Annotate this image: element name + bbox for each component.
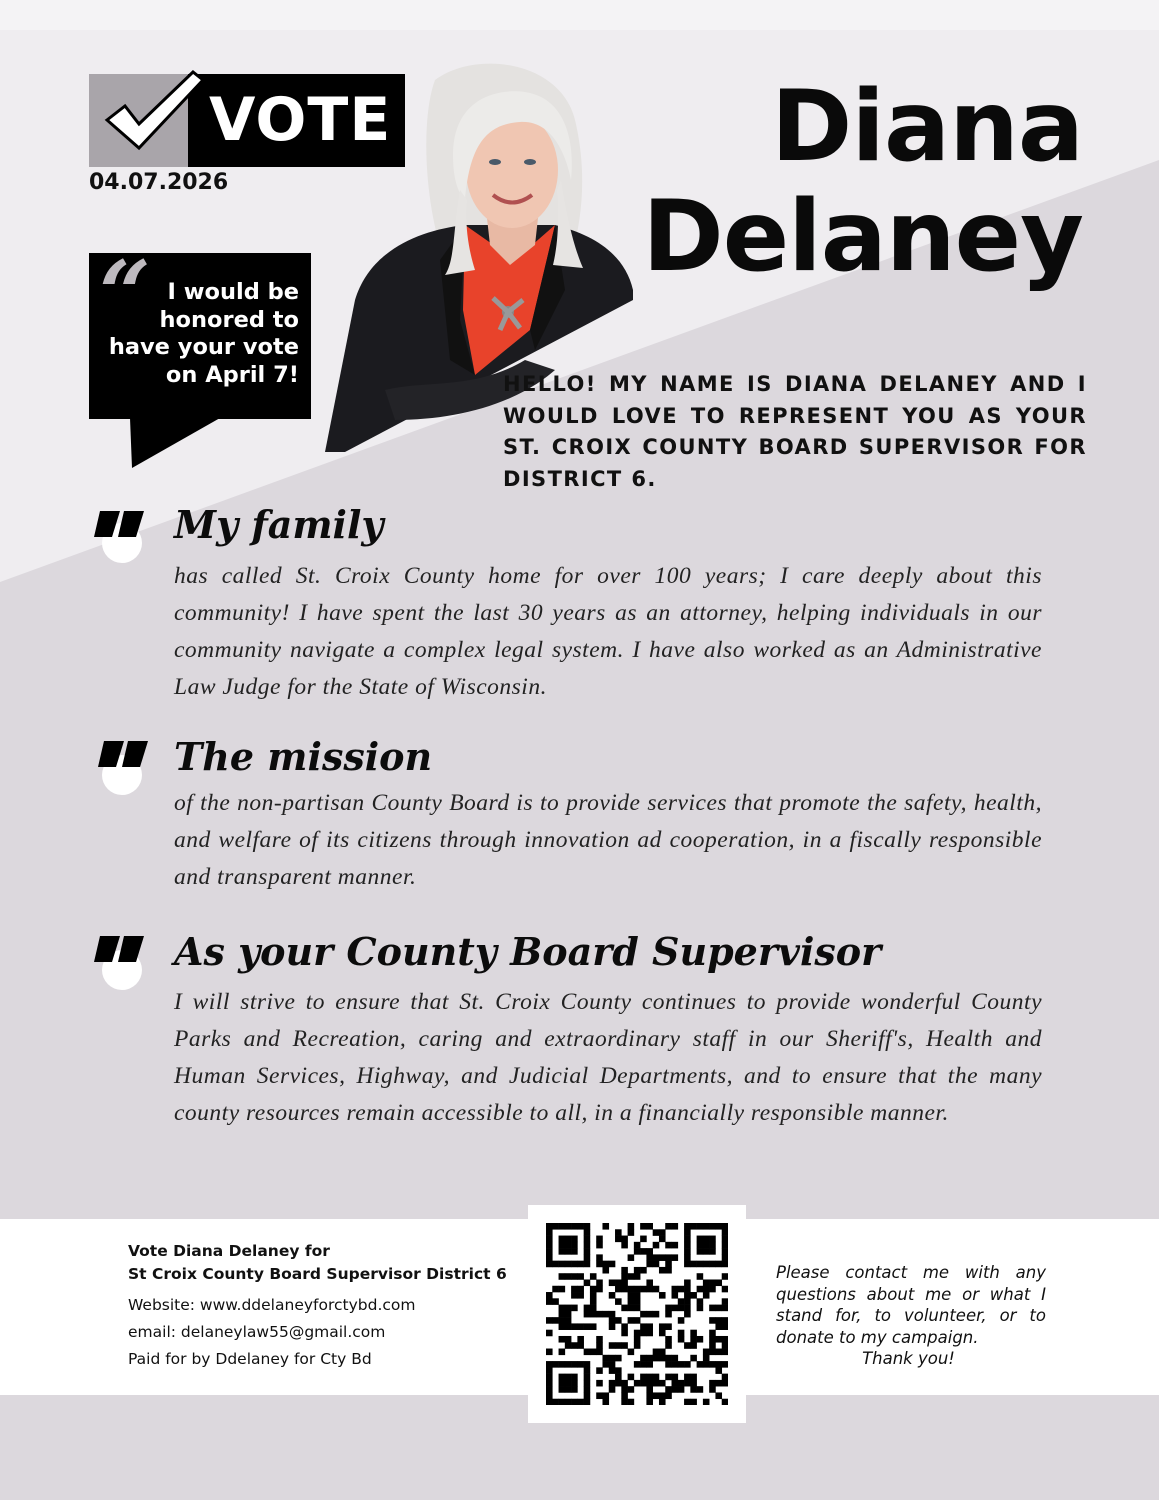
footer-contact-message — [776, 1262, 1046, 1370]
footer-contact-info — [128, 1240, 507, 1373]
section-body: of the non-partisan County Board is to provide services that promote the safety, health, and welfare of its citizens through innovation ad cooperation, in a fiscally responsible and transparent manner. — [174, 790, 1042, 890]
candidate-name — [642, 72, 1083, 292]
section-heading: The mission — [174, 734, 433, 779]
qr-code-box[interactable] — [528, 1205, 746, 1423]
checkbox-graphic — [89, 74, 188, 167]
quote-mark-icon: “ — [99, 241, 151, 347]
last-name: Delaney — [642, 180, 1083, 294]
thank-you-text: Thank you! — [862, 1349, 955, 1368]
section-body: I will strive to ensure that St. Croix County continues to provide wonderful County Parks and Recreation, caring and extraordinary staff in our Sheriff's, Health and Human Services, Highway, and Judicial Departments, and to ensure that the many county resources remain accessible to all, in a financially responsible manner. — [174, 989, 1042, 1126]
checkmark-icon — [97, 62, 207, 152]
first-name: Diana — [771, 70, 1083, 184]
section-body: has called St. Croix County home for over 100 years; I care deeply about this community! I have spent the last 30 years as an attorney, helping individuals in our community navigate a complex legal system. I have also worked as an Administrative Law Judge for the State of Wisconsin. — [174, 563, 1042, 700]
qr-code[interactable] — [546, 1223, 728, 1405]
footer-website[interactable]: Website: www.ddelaneyforctybd.com — [128, 1296, 416, 1314]
footer-title-line2: St Croix County Board Supervisor District 6 — [128, 1265, 507, 1283]
intro-statement: HELLO! MY NAME IS DIANA DELANEY AND I WOULD LOVE TO REPRESENT YOU AS YOUR ST. CROIX COUNTY BOARD SUPERVISOR FOR DISTRICT 6. — [503, 372, 1087, 491]
section-heading: My family — [174, 502, 384, 547]
vote-label: VOTE — [209, 85, 392, 155]
section-heading: As your County Board Supervisor — [174, 929, 882, 974]
quote-mark-icon — [92, 930, 152, 990]
quote-bubble-tail — [130, 418, 220, 470]
quote-bubble — [89, 241, 311, 419]
footer-paid-for: Paid for by Ddelaney for Cty Bd — [128, 1350, 372, 1368]
quote-mark-icon — [92, 735, 152, 795]
quote-mark-icon — [92, 503, 152, 563]
contact-text: Please contact me with any questions about me or what I stand for, to volunteer, or to donate to my campaign. — [776, 1263, 1046, 1347]
footer-title-line1: Vote Diana Delaney for — [128, 1242, 330, 1260]
quote-bubble-text: I would be honored to have your vote on April 7! — [108, 279, 299, 388]
election-date: 04.07.2026 — [89, 170, 229, 195]
footer-email[interactable]: email: delaneylaw55@gmail.com — [128, 1323, 386, 1341]
